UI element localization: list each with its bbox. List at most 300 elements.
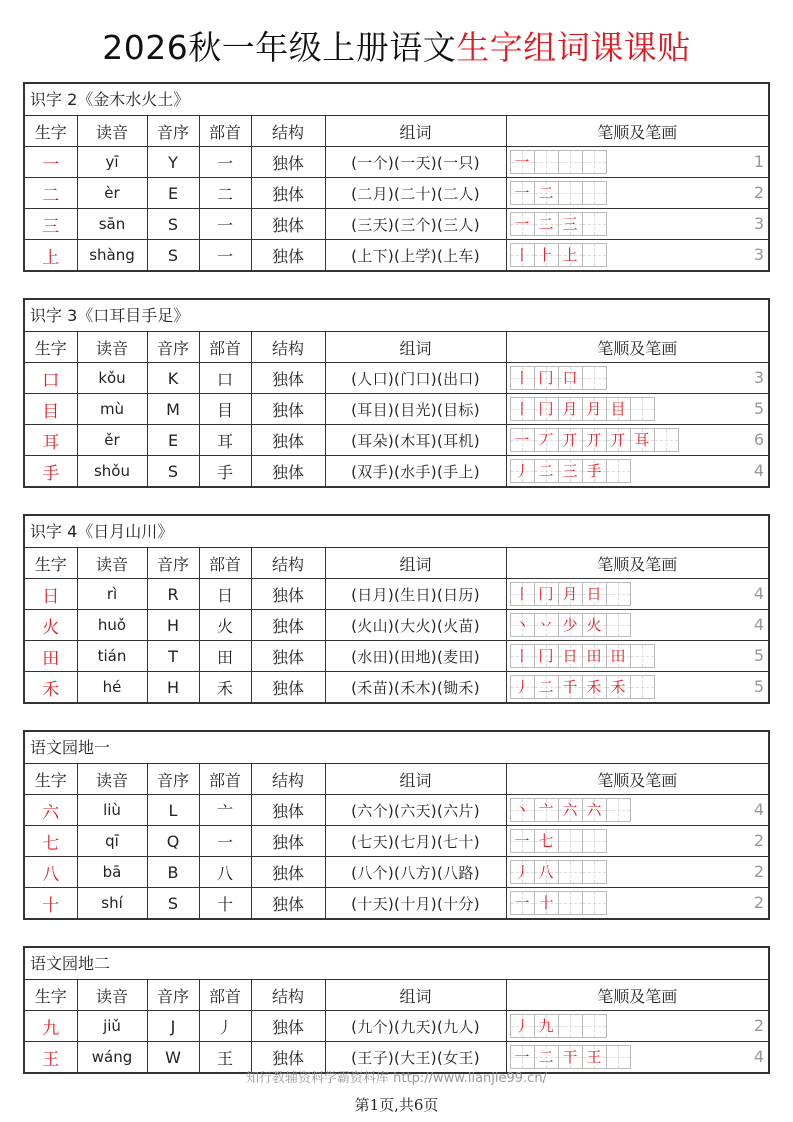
table-header-row	[25, 980, 768, 1011]
initial-cell: S	[147, 456, 199, 487]
stroke-box	[510, 582, 535, 606]
initial-cell: R	[147, 579, 199, 610]
char-cell: 日	[25, 579, 77, 610]
structure-cell: 独体	[251, 795, 325, 826]
initial-cell: E	[147, 178, 199, 209]
structure-cell: 独体	[251, 456, 325, 487]
stroke-step: 二	[538, 1048, 554, 1066]
stroke-count: 4	[753, 615, 764, 634]
stroke-box	[606, 397, 631, 421]
stroke-step: ⺊	[538, 246, 554, 264]
column-header: 笔顺及笔画	[506, 764, 768, 795]
words-cell: (人口)(门口)(出口)	[325, 363, 506, 394]
stroke-box	[558, 397, 583, 421]
stroke-grid	[511, 675, 655, 699]
char-cell: 十	[25, 888, 77, 919]
title-part1: 2026秋一年级上册语文	[102, 28, 457, 67]
table-row	[25, 826, 768, 857]
radical-cell: 火	[199, 610, 251, 641]
stroke-grid	[511, 829, 607, 853]
stroke-box	[582, 150, 607, 174]
stroke-step: 一	[514, 215, 530, 233]
stroke-grid	[511, 150, 607, 174]
radical-cell: 田	[199, 641, 251, 672]
stroke-step: 田	[610, 647, 626, 665]
words-cell: (禾苗)(禾木)(锄禾)	[325, 672, 506, 703]
structure-cell: 独体	[251, 178, 325, 209]
stroke-count: 4	[753, 584, 764, 603]
stroke-step: 一	[514, 832, 530, 850]
stroke-box	[606, 798, 631, 822]
structure-cell: 独体	[251, 209, 325, 240]
stroke-box	[606, 428, 631, 452]
stroke-grid	[511, 181, 607, 205]
initial-cell: T	[147, 641, 199, 672]
stroke-box	[630, 644, 655, 668]
stroke-box	[510, 366, 535, 390]
words-cell: (八个)(八方)(八路)	[325, 857, 506, 888]
table-row	[25, 456, 768, 487]
stroke-grid	[511, 366, 607, 390]
stroke-box	[510, 459, 535, 483]
table-row	[25, 1011, 768, 1042]
stroke-box	[582, 798, 607, 822]
char-cell: 七	[25, 826, 77, 857]
stroke-count: 5	[753, 646, 764, 665]
words-cell: (七天)(七月)(七十)	[325, 826, 506, 857]
column-header: 读音	[77, 764, 147, 795]
words-cell: (上下)(上学)(上车)	[325, 240, 506, 271]
char-cell: 口	[25, 363, 77, 394]
stroke-box	[510, 798, 535, 822]
stroke-box	[558, 428, 583, 452]
stroke-box	[606, 459, 631, 483]
stroke-grid	[511, 644, 655, 668]
radical-cell: 王	[199, 1042, 251, 1073]
words-cell: (水田)(田地)(麦田)	[325, 641, 506, 672]
stroke-step: 禾	[610, 678, 626, 696]
character-table	[25, 548, 768, 702]
pinyin-cell: ěr	[77, 425, 147, 456]
structure-cell: 独体	[251, 394, 325, 425]
stroke-box	[582, 397, 607, 421]
stroke-step: 八	[538, 863, 554, 881]
stroke-box	[558, 582, 583, 606]
stroke-box	[534, 613, 559, 637]
stroke-grid	[511, 582, 631, 606]
stroke-step: 二	[538, 215, 554, 233]
stroke-box	[534, 644, 559, 668]
pinyin-cell: èr	[77, 178, 147, 209]
stroke-box	[534, 181, 559, 205]
char-cell: 王	[25, 1042, 77, 1073]
stroke-order-cell	[506, 394, 768, 425]
stroke-box	[630, 675, 655, 699]
pinyin-cell: shí	[77, 888, 147, 919]
pinyin-cell: shàng	[77, 240, 147, 271]
stroke-grid	[511, 428, 679, 452]
stroke-order-cell	[506, 240, 768, 271]
stroke-step: 二	[538, 462, 554, 480]
words-cell: (六个)(六天)(六片)	[325, 795, 506, 826]
initial-cell: H	[147, 610, 199, 641]
stroke-box	[534, 366, 559, 390]
stroke-box	[582, 644, 607, 668]
stroke-box	[534, 428, 559, 452]
column-header: 生字	[25, 980, 77, 1011]
char-cell: 一	[25, 147, 77, 178]
words-cell: (十天)(十月)(十分)	[325, 888, 506, 919]
structure-cell: 独体	[251, 857, 325, 888]
stroke-order-cell	[506, 209, 768, 240]
stroke-step: 火	[586, 616, 602, 634]
column-header: 结构	[251, 548, 325, 579]
section-title: 识字 4《日月山川》	[25, 516, 768, 548]
stroke-step: 丶	[514, 616, 530, 634]
radical-cell: 二	[199, 178, 251, 209]
table-row	[25, 857, 768, 888]
words-cell: (耳朵)(木耳)(耳机)	[325, 425, 506, 456]
stroke-grid	[511, 243, 607, 267]
stroke-box	[558, 644, 583, 668]
radical-cell: 手	[199, 456, 251, 487]
stroke-box	[534, 1014, 559, 1038]
stroke-box	[582, 181, 607, 205]
stroke-box	[510, 212, 535, 236]
character-table	[25, 116, 768, 270]
char-cell: 田	[25, 641, 77, 672]
char-cell: 九	[25, 1011, 77, 1042]
stroke-box	[534, 891, 559, 915]
initial-cell: Y	[147, 147, 199, 178]
stroke-box	[510, 1014, 535, 1038]
stroke-box	[582, 613, 607, 637]
stroke-step: 二	[538, 678, 554, 696]
stroke-step: 丌	[562, 431, 578, 449]
stroke-step: 目	[610, 400, 626, 418]
structure-cell: 独体	[251, 147, 325, 178]
table-row	[25, 240, 768, 271]
stroke-order-cell	[506, 178, 768, 209]
structure-cell: 独体	[251, 1042, 325, 1073]
pinyin-cell: rì	[77, 579, 147, 610]
stroke-step: 二	[538, 184, 554, 202]
stroke-count: 5	[753, 677, 764, 696]
pinyin-cell: mù	[77, 394, 147, 425]
pinyin-cell: tián	[77, 641, 147, 672]
radical-cell: 十	[199, 888, 251, 919]
stroke-box	[582, 366, 607, 390]
stroke-box	[510, 243, 535, 267]
stroke-step: 十	[538, 894, 554, 912]
radical-cell: 耳	[199, 425, 251, 456]
stroke-step: 耳	[634, 431, 650, 449]
stroke-box	[534, 675, 559, 699]
stroke-step: 手	[586, 462, 602, 480]
structure-cell: 独体	[251, 363, 325, 394]
structure-cell: 独体	[251, 610, 325, 641]
stroke-step: 口	[562, 369, 578, 387]
stroke-grid	[511, 1014, 607, 1038]
radical-cell: 一	[199, 209, 251, 240]
words-cell: (一个)(一天)(一只)	[325, 147, 506, 178]
words-cell: (火山)(大火)(火苗)	[325, 610, 506, 641]
stroke-step: 日	[562, 647, 578, 665]
stroke-count: 4	[753, 800, 764, 819]
pinyin-cell: huǒ	[77, 610, 147, 641]
stroke-box	[582, 1014, 607, 1038]
initial-cell: Q	[147, 826, 199, 857]
table-row	[25, 363, 768, 394]
stroke-count: 2	[753, 893, 764, 912]
stroke-count: 1	[753, 152, 764, 171]
structure-cell: 独体	[251, 888, 325, 919]
footer-source: 知行教辅资料学霸资料库 http://www.lianjie99.cn/	[246, 1071, 547, 1086]
stroke-box	[534, 1045, 559, 1069]
stroke-step: 丨	[514, 647, 530, 665]
stroke-order-cell	[506, 826, 768, 857]
lesson-section	[23, 730, 770, 920]
stroke-box	[510, 860, 535, 884]
stroke-grid	[511, 397, 655, 421]
stroke-step: 丿	[514, 462, 530, 480]
stroke-step: 月	[562, 585, 578, 603]
structure-cell: 独体	[251, 425, 325, 456]
stroke-step: 六	[562, 801, 578, 819]
stroke-count: 4	[753, 1047, 764, 1066]
stroke-order-cell	[506, 363, 768, 394]
pinyin-cell: sān	[77, 209, 147, 240]
table-header-row	[25, 548, 768, 579]
initial-cell: H	[147, 672, 199, 703]
stroke-box	[606, 1045, 631, 1069]
stroke-step: 上	[562, 246, 578, 264]
initial-cell: W	[147, 1042, 199, 1073]
column-header: 读音	[77, 548, 147, 579]
column-header: 笔顺及笔画	[506, 548, 768, 579]
character-table	[25, 764, 768, 918]
pinyin-cell: qī	[77, 826, 147, 857]
stroke-step: 王	[586, 1048, 602, 1066]
column-header: 笔顺及笔画	[506, 332, 768, 363]
stroke-box	[558, 181, 583, 205]
stroke-box	[558, 613, 583, 637]
stroke-box	[558, 1014, 583, 1038]
stroke-box	[510, 150, 535, 174]
table-row	[25, 641, 768, 672]
stroke-step: 九	[538, 1017, 554, 1035]
lesson-section	[23, 946, 770, 1074]
column-header: 部首	[199, 116, 251, 147]
stroke-box	[534, 459, 559, 483]
column-header: 结构	[251, 764, 325, 795]
stroke-box	[534, 150, 559, 174]
column-header: 部首	[199, 332, 251, 363]
stroke-box	[582, 1045, 607, 1069]
stroke-count: 6	[753, 430, 764, 449]
table-row	[25, 888, 768, 919]
stroke-box	[630, 397, 655, 421]
stroke-step: 三	[562, 215, 578, 233]
column-header: 组词	[325, 548, 506, 579]
stroke-order-cell	[506, 1042, 768, 1073]
char-cell: 禾	[25, 672, 77, 703]
stroke-step: 月	[562, 400, 578, 418]
column-header: 部首	[199, 764, 251, 795]
words-cell: (王子)(大王)(女王)	[325, 1042, 506, 1073]
structure-cell: 独体	[251, 672, 325, 703]
column-header: 部首	[199, 980, 251, 1011]
stroke-box	[534, 582, 559, 606]
initial-cell: E	[147, 425, 199, 456]
table-row	[25, 1042, 768, 1073]
stroke-step: 冂	[538, 647, 554, 665]
structure-cell: 独体	[251, 826, 325, 857]
stroke-box	[534, 243, 559, 267]
column-header: 音序	[147, 980, 199, 1011]
column-header: 生字	[25, 548, 77, 579]
stroke-box	[558, 798, 583, 822]
structure-cell: 独体	[251, 240, 325, 271]
initial-cell: S	[147, 209, 199, 240]
stroke-box	[606, 582, 631, 606]
stroke-step: 田	[586, 647, 602, 665]
stroke-order-cell	[506, 610, 768, 641]
stroke-step: 亠	[538, 801, 554, 819]
table-row	[25, 394, 768, 425]
stroke-count: 3	[753, 214, 764, 233]
stroke-box	[582, 829, 607, 853]
char-cell: 目	[25, 394, 77, 425]
stroke-order-cell	[506, 1011, 768, 1042]
stroke-step: 丿	[514, 678, 530, 696]
character-table	[25, 980, 768, 1072]
table-row	[25, 425, 768, 456]
words-cell: (三天)(三个)(三人)	[325, 209, 506, 240]
stroke-count: 4	[753, 461, 764, 480]
stroke-step: 丨	[514, 246, 530, 264]
char-cell: 八	[25, 857, 77, 888]
stroke-step: 一	[514, 184, 530, 202]
stroke-box	[558, 891, 583, 915]
column-header: 结构	[251, 332, 325, 363]
stroke-step: 冂	[538, 369, 554, 387]
lesson-section	[23, 514, 770, 704]
stroke-grid	[511, 1045, 631, 1069]
column-header: 组词	[325, 980, 506, 1011]
stroke-box	[534, 829, 559, 853]
words-cell: (九个)(九天)(九人)	[325, 1011, 506, 1042]
initial-cell: K	[147, 363, 199, 394]
column-header: 部首	[199, 548, 251, 579]
char-cell: 上	[25, 240, 77, 271]
pinyin-cell: shǒu	[77, 456, 147, 487]
radical-cell: 一	[199, 147, 251, 178]
column-header: 读音	[77, 332, 147, 363]
char-cell: 二	[25, 178, 77, 209]
stroke-box	[558, 212, 583, 236]
stroke-step: 日	[586, 585, 602, 603]
stroke-order-cell	[506, 456, 768, 487]
section-title: 语文园地一	[25, 732, 768, 764]
column-header: 组词	[325, 332, 506, 363]
stroke-box	[510, 829, 535, 853]
words-cell: (耳目)(目光)(目标)	[325, 394, 506, 425]
stroke-order-cell	[506, 579, 768, 610]
stroke-order-cell	[506, 641, 768, 672]
stroke-grid	[511, 798, 631, 822]
stroke-count: 5	[753, 399, 764, 418]
stroke-box	[510, 891, 535, 915]
section-title: 语文园地二	[25, 948, 768, 980]
char-cell: 六	[25, 795, 77, 826]
stroke-step: 一	[514, 894, 530, 912]
table-row	[25, 178, 768, 209]
column-header: 笔顺及笔画	[506, 116, 768, 147]
radical-cell: 丿	[199, 1011, 251, 1042]
page-title	[0, 26, 793, 70]
column-header: 笔顺及笔画	[506, 980, 768, 1011]
radical-cell: 口	[199, 363, 251, 394]
stroke-step: 月	[586, 400, 602, 418]
stroke-step: 丨	[514, 400, 530, 418]
stroke-box	[510, 397, 535, 421]
stroke-box	[510, 644, 535, 668]
structure-cell: 独体	[251, 641, 325, 672]
column-header: 组词	[325, 116, 506, 147]
column-header: 生字	[25, 116, 77, 147]
stroke-box	[582, 675, 607, 699]
stroke-step: 丌	[610, 431, 626, 449]
table-row	[25, 610, 768, 641]
stroke-step: 一	[514, 1048, 530, 1066]
character-table	[25, 332, 768, 486]
stroke-box	[510, 1045, 535, 1069]
column-header: 音序	[147, 548, 199, 579]
stroke-step: 丨	[514, 585, 530, 603]
stroke-count: 3	[753, 245, 764, 264]
words-cell: (二月)(二十)(二人)	[325, 178, 506, 209]
initial-cell: B	[147, 857, 199, 888]
stroke-box	[582, 212, 607, 236]
column-header: 生字	[25, 764, 77, 795]
stroke-box	[582, 860, 607, 884]
stroke-box	[558, 860, 583, 884]
stroke-count: 2	[753, 862, 764, 881]
stroke-box	[558, 150, 583, 174]
stroke-step: 丌	[586, 431, 602, 449]
stroke-step: 冂	[538, 585, 554, 603]
stroke-order-cell	[506, 672, 768, 703]
column-header: 音序	[147, 332, 199, 363]
structure-cell: 独体	[251, 579, 325, 610]
table-row	[25, 579, 768, 610]
char-cell: 耳	[25, 425, 77, 456]
stroke-step: 三	[562, 462, 578, 480]
pinyin-cell: yī	[77, 147, 147, 178]
stroke-count: 2	[753, 831, 764, 850]
initial-cell: L	[147, 795, 199, 826]
stroke-box	[582, 891, 607, 915]
stroke-step: 一	[514, 153, 530, 171]
table-row	[25, 147, 768, 178]
char-cell: 火	[25, 610, 77, 641]
footer-page-number: 第1页,共6页	[354, 1096, 439, 1114]
column-header: 结构	[251, 980, 325, 1011]
stroke-box	[582, 582, 607, 606]
stroke-box	[534, 397, 559, 421]
stroke-box	[654, 428, 679, 452]
